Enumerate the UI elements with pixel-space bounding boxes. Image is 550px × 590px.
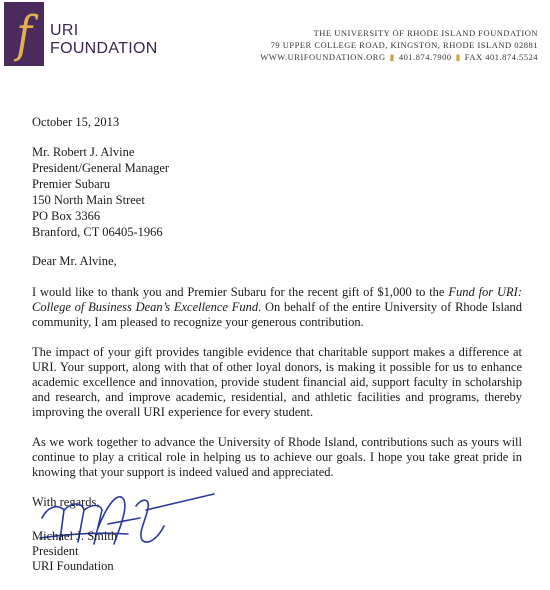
salutation: Dear Mr. Alvine, [32,254,117,268]
letter-body [32,115,522,510]
contact-line [260,51,538,63]
logo-line-uri: URI [50,22,79,39]
paragraph-1-end: . On behalf of the entire University of Rhode Island community, I am pleased to recognize your generous contribution. [32,300,522,329]
org-name: THE UNIVERSITY OF RHODE ISLAND FOUNDATION [313,28,538,38]
recipient-name: Mr. Robert J. Alvine [32,145,135,159]
recipient-city: Branford, CT 06405-1966 [32,225,163,239]
fax: FAX 401.874.5524 [464,52,538,62]
signer-org: URI Foundation [32,559,114,573]
separator-icon: ▮ [389,52,395,62]
fund-name: Fund for URI: College of Business Dean’s Excellence Fund [32,285,522,314]
paragraph-2: The impact of your gift provides tangible evidence that charitable support makes a difference at URI. Your support, along with that of other loyal donors, is making it possible for us to enhance academic excellence and innovation, provide student financial aid, support faculty in scholarship and research, and improve academic, residential, and athletic facilities and programs, thereby improving the overall URI experience for every student. [32,345,522,419]
paragraph-1 [32,285,522,330]
logo-letter-f: f [16,5,32,63]
recipient-address [32,144,522,240]
signer-title: President [32,544,79,558]
uri-foundation-logo-mark [4,2,44,66]
recipient-company: Premier Subaru [32,177,111,191]
org-address: 79 UPPER COLLEGE ROAD, KINGSTON, RHODE ISLAND 02881 [270,40,538,50]
signer-block [32,529,117,574]
separator-icon: ▮ [455,52,461,62]
letter-date: October 15, 2013 [32,115,120,129]
logo-line-foundation: FOUNDATION [50,40,158,57]
website: WWW.URIFOUNDATION.ORG [260,52,386,62]
letterhead-contact [260,27,538,63]
recipient-street: 150 North Main Street [32,193,145,207]
paragraph-3: As we work together to advance the University of Rhode Island, contributions such as yours will continue to play a critical role in helping us to achieve our goals. I hope you take great pride in knowing that your support is indeed valued and appreciated. [32,435,522,479]
phone: 401.874.7900 [398,52,452,62]
closing: With regards, [32,495,100,509]
signer-name: Michael J. Smith [32,529,118,543]
recipient-title: President/General Manager [32,161,170,175]
recipient-po-box: PO Box 3366 [32,209,101,223]
paragraph-1-start: I would like to thank you and Premier Subaru for the recent gift of $1,000 to the [32,285,449,299]
logo-wordmark [50,22,158,58]
